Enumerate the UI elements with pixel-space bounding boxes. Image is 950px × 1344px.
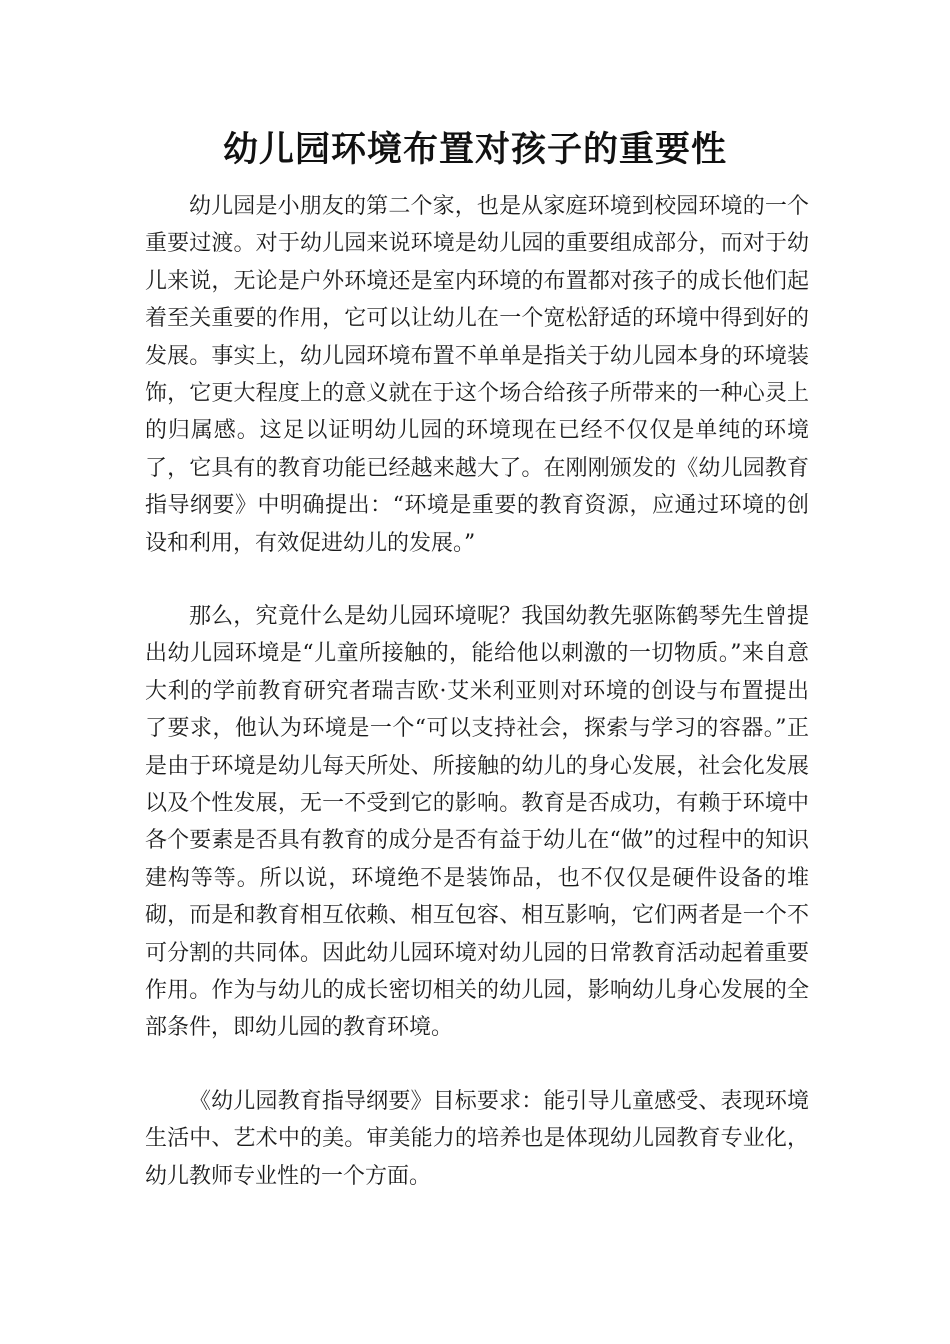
paragraph-3: 《幼儿园教育指导纲要》目标要求：能引导儿童感受、表现环境生活中、艺术中的美。审美能力的培养也是体现幼儿园教育专业化，幼儿教师专业性的一个方面。 xyxy=(145,1089,809,1189)
paragraph-2: 那么，究竟什么是幼儿园环境呢？我国幼教先驱陈鹤琴先生曾提出幼儿园环境是“儿童所接触的，能给他以刺激的一切物质。”来自意大利的学前教育研究者瑞吉欧·艾米利亚则对环境的创设与布置提出了要求，他认为环境是一个“可以支持社会，探索与学习的容器。”正是由于环境是幼儿每天所处、所接触的幼儿的身心发展，社会化发展以及个性发展，无一不受到它的影响。教育是否成功，有赖于环境中各个要素是否具有教育的成分是否有益于幼儿在“做”的过程中的知识建构等等。所以说，环境绝不是装饰品，也不仅仅是硬件设备的堆砌，而是和教育相互依赖、相互包容、相互影响，它们两者是一个不可分割的共同体。因此幼儿园环境对幼儿园的日常教育活动起着重要作用。作为与幼儿的成长密切相关的幼儿园，影响幼儿身心发展的全部条件，即幼儿园的教育环境。 xyxy=(145,604,809,1041)
document-title: 幼儿园环境布置对孩子的重要性 xyxy=(222,129,727,170)
paragraph-1: 幼儿园是小朋友的第二个家，也是从家庭环境到校园环境的一个重要过渡。对于幼儿园来说环境是幼儿园的重要组成部分，而对于幼儿来说，无论是户外环境还是室内环境的布置都对孩子的成长他们起着至关重要的作用，它可以让幼儿在一个宽松舒适的环境中得到好的发展。事实上，幼儿园环境布置不单单是指关于幼儿园本身的环境装饰，它更大程度上的意义就在于这个场合给孩子所带来的一种心灵上的归属感。这足以证明幼儿园的环境现在已经不仅仅是单纯的环境了，它具有的教育功能已经越来越大了。在刚刚颁发的《幼儿园教育指导纲要》中明确提出：“环境是重要的教育资源，应通过环境的创设和利用，有效促进幼儿的发展。” xyxy=(145,194,809,556)
